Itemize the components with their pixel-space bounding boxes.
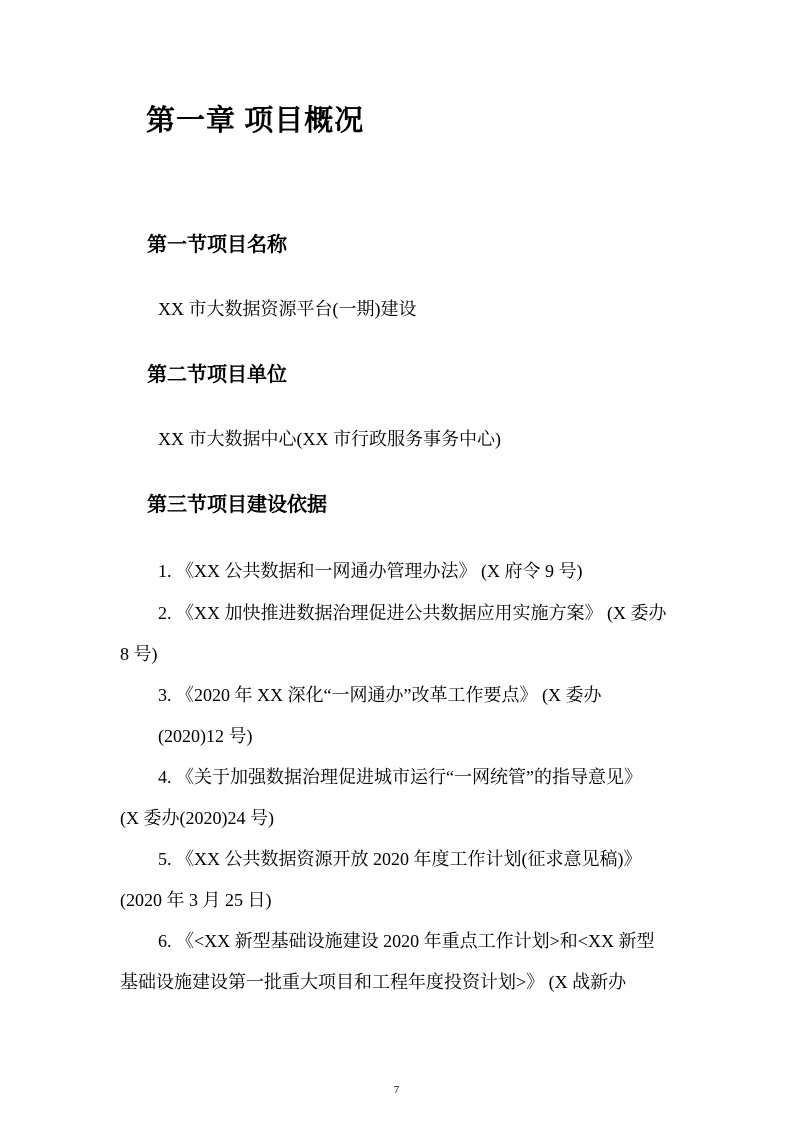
basis-item-2-line-1: 2. 《XX 加快推进数据治理促进公共数据应用实施方案》 (X 委办 xyxy=(158,603,667,623)
basis-item-4-line-2: (X 委办(2020)24 号) xyxy=(120,808,274,828)
project-unit-text: XX 市大数据中心(XX 市行政服务事务中心) xyxy=(158,429,501,449)
section-heading-project-basis: 第三节项目建设依据 xyxy=(147,494,327,516)
project-name-text: XX 市大数据资源平台(一期)建设 xyxy=(158,299,417,319)
basis-item-6-line-2: 基础设施建设第一批重大项目和工程年度投资计划>》 (X 战新办 xyxy=(120,972,627,992)
basis-item-5-line-1: 5. 《XX 公共数据资源开放 2020 年度工作计划(征求意见稿)》 xyxy=(158,849,642,869)
basis-item-4-line-1: 4. 《关于加强数据治理促进城市运行“一网统管”的指导意见》 xyxy=(158,767,642,787)
page-number: 7 xyxy=(393,1084,400,1096)
section-heading-project-unit: 第二节项目单位 xyxy=(147,364,287,386)
basis-item-2-line-2: 8 号) xyxy=(120,644,158,664)
basis-item-3-line-1: 3. 《2020 年 XX 深化“一网通办”改革工作要点》 (X 委办 xyxy=(158,685,602,705)
section-heading-project-name: 第一节项目名称 xyxy=(147,234,287,256)
basis-item-5-line-2: (2020 年 3 月 25 日) xyxy=(120,890,272,910)
basis-item-3-line-2: (2020)12 号) xyxy=(158,726,253,746)
chapter-title: 第一章 项目概况 xyxy=(146,105,365,137)
basis-item-1-line-1: 1. 《XX 公共数据和一网通办管理办法》 (X 府令 9 号) xyxy=(158,561,583,581)
basis-item-6-line-1: 6. 《<XX 新型基础设施建设 2020 年重点工作计划>和<XX 新型 xyxy=(158,931,655,951)
